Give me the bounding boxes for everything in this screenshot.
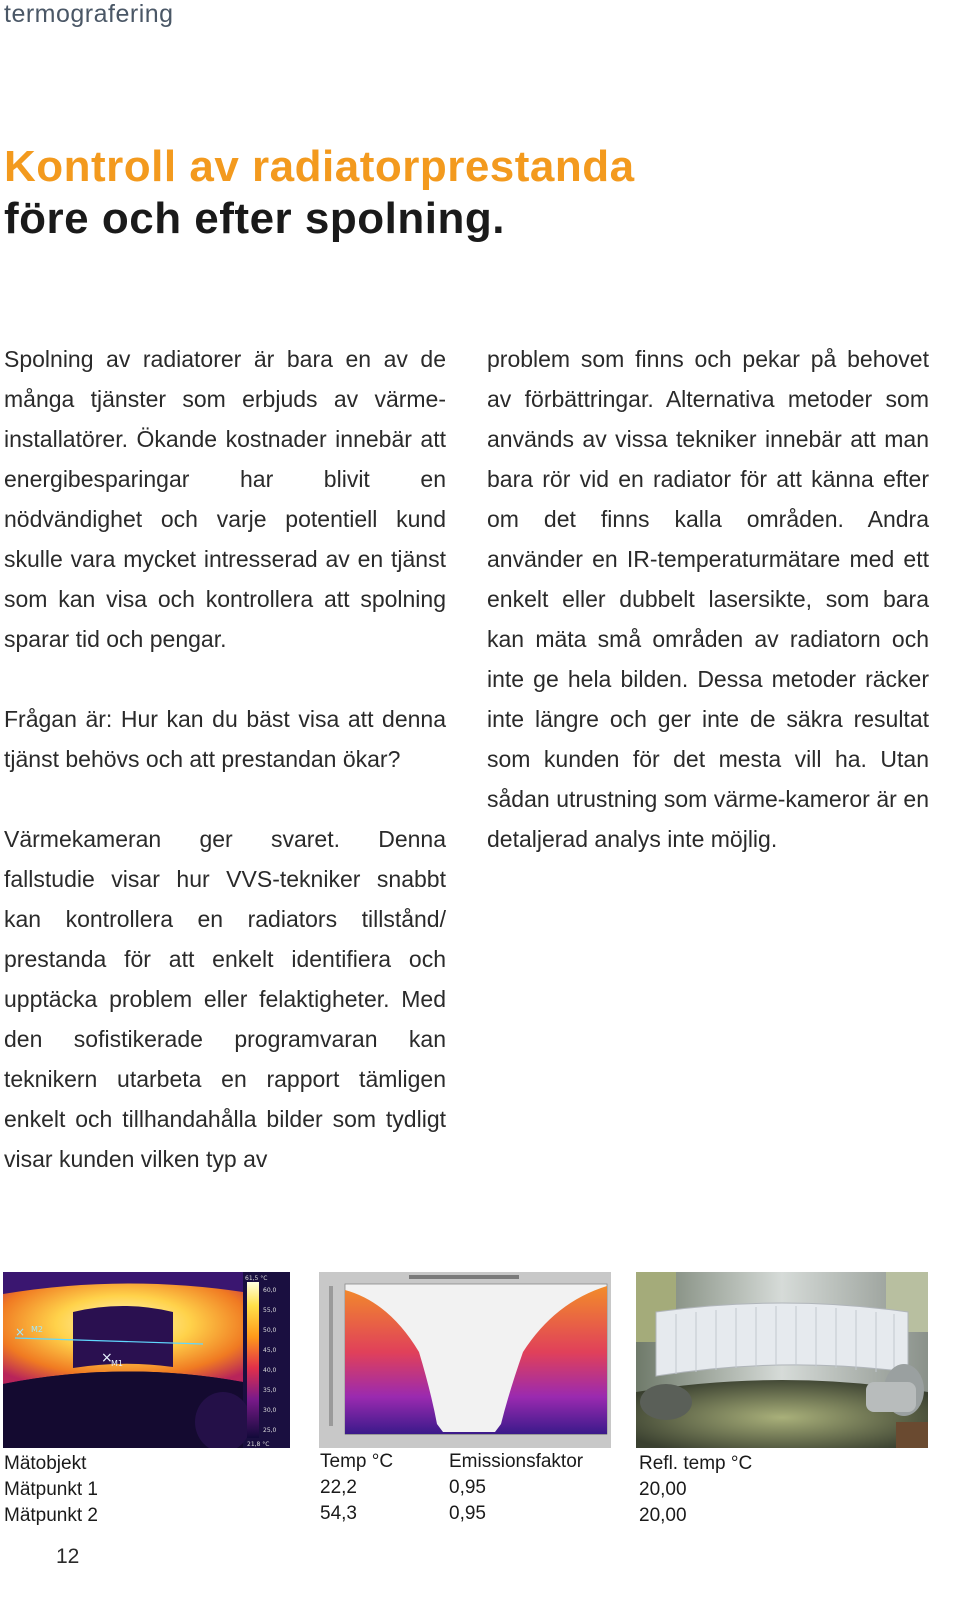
table-cell: 54,3 xyxy=(320,1503,357,1524)
temperature-profile-graphic xyxy=(319,1272,611,1448)
page-number: 12 xyxy=(56,1545,80,1568)
table-column-object xyxy=(4,1451,98,1529)
svg-text:×: × xyxy=(101,1350,113,1366)
page-title-line2: före och efter spolning. xyxy=(4,194,505,243)
section-label: termografering xyxy=(4,0,174,28)
scale-tick: 50,0 xyxy=(263,1327,277,1334)
table-cell: Mätpunkt 1 xyxy=(4,1479,98,1500)
page-title-line1: Kontroll av radiatorprestanda xyxy=(4,142,635,191)
paragraph: Spolning av radiatorer är bara en av de många tjänster som erbjuds av värme-installatörer. Ökande kostnader innebär att energibesparingar har blivit en nödvändighet och varje potentiell kund skulle vara mycket intresserad av en tjänst som kan visa och kontrollera att spolning sparar tid och pengar. xyxy=(4,346,446,652)
table-cell: Mätpunkt 2 xyxy=(4,1505,98,1526)
table-header-cell: Refl. temp °C xyxy=(639,1453,753,1474)
table-cell: 0,95 xyxy=(449,1477,486,1498)
svg-text:×: × xyxy=(15,1325,26,1339)
radiator-photo xyxy=(636,1272,928,1448)
body-column-left xyxy=(4,339,446,1179)
scale-max-label: 61,5 °C xyxy=(245,1275,268,1282)
table-header-cell: Mätobjekt xyxy=(4,1453,87,1474)
scale-tick: 25,0 xyxy=(263,1427,277,1434)
temperature-profile-graph xyxy=(319,1272,611,1448)
table-column-temp xyxy=(320,1449,393,1527)
scale-tick: 60,0 xyxy=(263,1287,277,1294)
table-cell: 20,00 xyxy=(639,1505,687,1526)
table-cell: 22,2 xyxy=(320,1477,357,1498)
paragraph: problem som finns och pekar på behovet av förbättringar. Alternativa metoder som används av vissa tekniker innebär att man bara rör vid en radiator för att känna efter om det finns kalla områden. Andra använder en IR-temperaturmätare med ett enkelt eller dubbelt lasersikte, som bara kan mäta små områden av radiatorn och inte ge hela bilden. Dessa metoder räcker inte längre och ger inte de säkra resultat som kunden för det mesta vill ha. Utan sådan utrustning som värme-kameror är en detaljerad analys inte möjlig. xyxy=(487,346,929,852)
scale-tick: 30,0 xyxy=(263,1407,277,1414)
table-cell: 20,00 xyxy=(639,1479,687,1500)
radiator-photo-graphic xyxy=(636,1272,928,1448)
paragraph: Värmekameran ger svaret. Denna fallstudie visar hur VVS-tekniker snabbt kan kontrollera en radiators tillstånd/ prestanda för att enkelt identifiera och upptäcka problem eller felaktigheter. Med den sofistikerade programvaran kan teknikern utarbeta en rapport tämligen enkelt och tillhandahålla bilder som tydligt visar kunden vilken typ av xyxy=(4,826,446,1172)
scale-tick: 35,0 xyxy=(263,1387,277,1394)
thermal-image xyxy=(3,1272,290,1448)
table-header-cell: Temp °C xyxy=(320,1451,394,1472)
paragraph: Frågan är: Hur kan du bäst visa att denna tjänst behövs och att prestandan ökar? xyxy=(4,706,446,772)
table-column-emissivity xyxy=(449,1449,583,1527)
scale-tick: 55,0 xyxy=(263,1307,277,1314)
table-column-refl-temp xyxy=(639,1451,752,1529)
scale-tick: 45,0 xyxy=(263,1347,277,1354)
thermal-image-graphic xyxy=(3,1272,290,1448)
marker-label: M2 xyxy=(31,1325,43,1334)
marker-label: M1 xyxy=(111,1359,123,1368)
table-cell: 0,95 xyxy=(449,1503,486,1524)
scale-tick: 40,0 xyxy=(263,1367,277,1374)
scale-min-label: 21,8 °C xyxy=(247,1441,270,1448)
table-header-cell: Emissionsfaktor xyxy=(449,1451,584,1472)
body-column-right xyxy=(487,339,929,859)
